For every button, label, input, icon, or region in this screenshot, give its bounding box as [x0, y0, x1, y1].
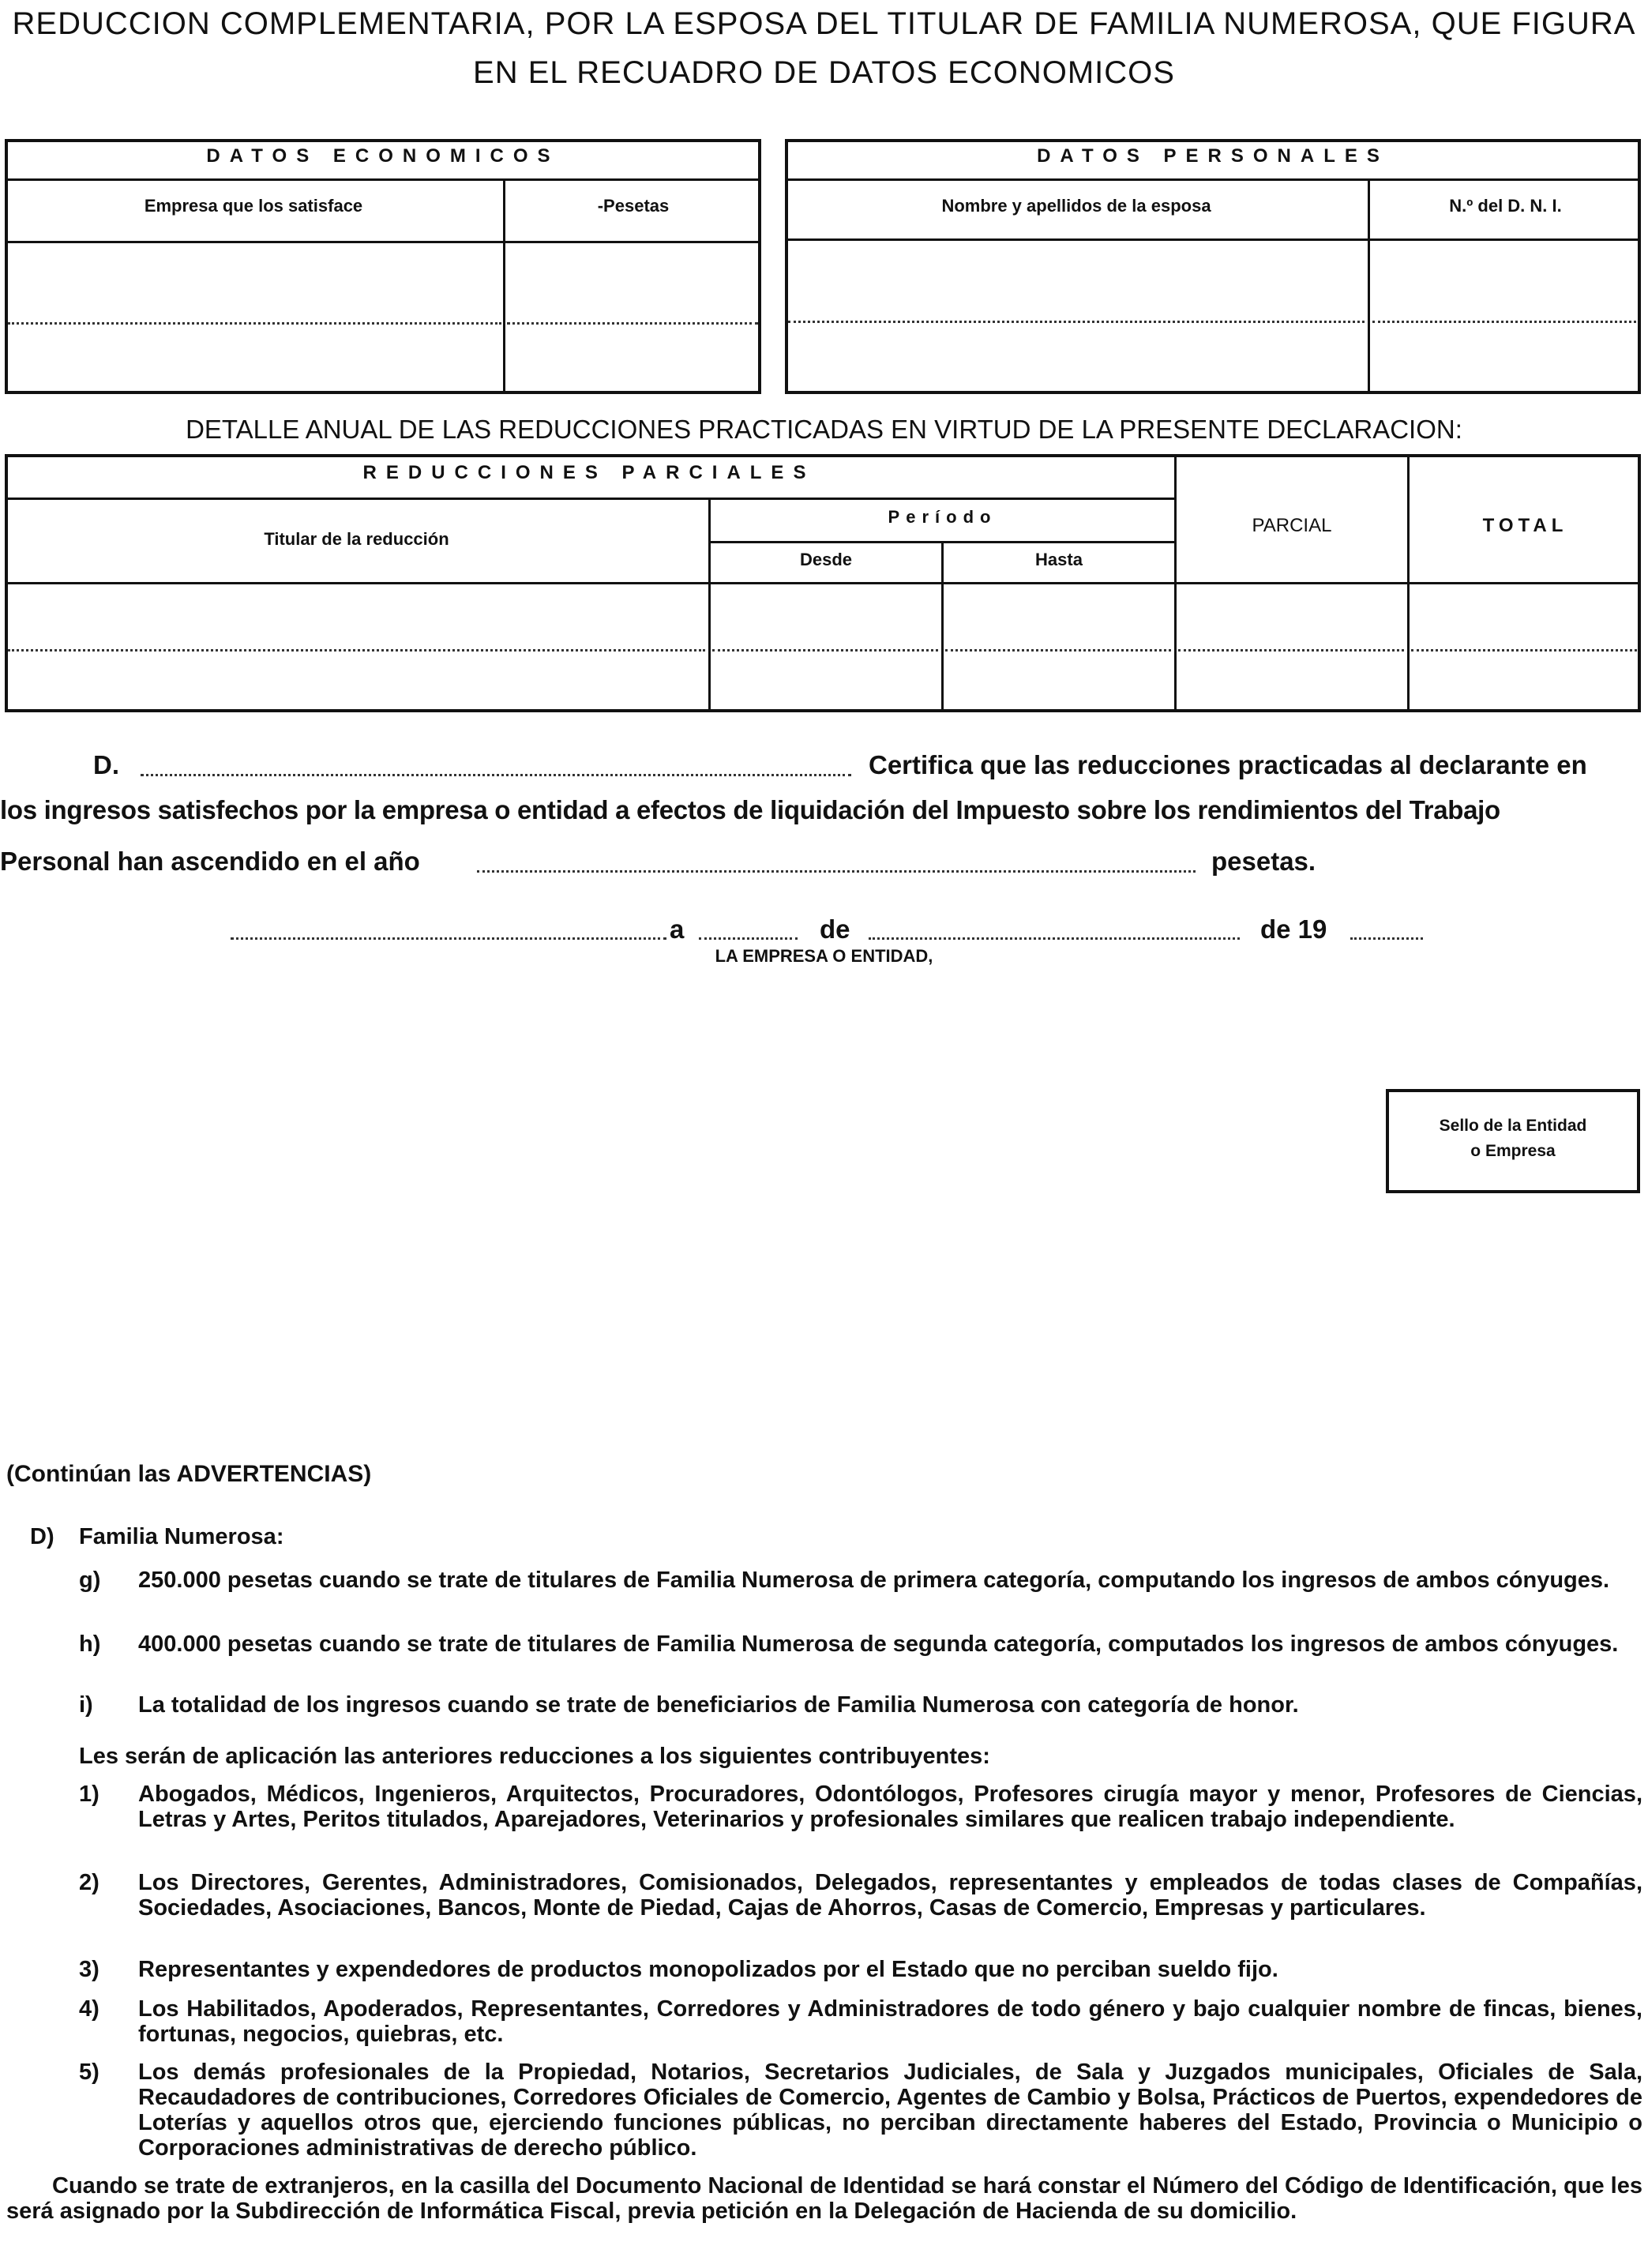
sello-line-2: o Empresa [1470, 1142, 1556, 1160]
list-item-4: 4) Los Habilitados, Apoderados, Representantes, Corredores y Administradores de todo género y bajo cualquier nombre de fincas, bienes, fortunas, negocios, quiebras, etc. [79, 1996, 1642, 2047]
nombre-entry-line[interactable] [788, 321, 1365, 323]
certificacion-line-3-start: Personal han ascendido en el año [0, 847, 420, 876]
ano-line[interactable] [1350, 937, 1423, 940]
hasta-entry-line[interactable] [945, 649, 1171, 651]
importe-line[interactable] [477, 870, 1196, 873]
datos-economicos-header: DATOS ECONOMICOS [206, 145, 560, 167]
advertencias-heading: (Continúan las ADVERTENCIAS) [6, 1461, 372, 1487]
list-item-g: g) 250.000 pesetas cuando se trate de titulares de Familia Numerosa de primera categoría, computando los ingresos de ambos cónyuges. [79, 1568, 1610, 1593]
datos-economicos-table [5, 139, 761, 394]
periodo-column-header: Período [888, 507, 997, 527]
dia-line[interactable] [699, 937, 798, 940]
mes-line[interactable] [869, 937, 1240, 940]
pesetas-entry-line[interactable] [507, 322, 758, 325]
list-item-h: h) 400.000 pesetas cuando se trate de titulares de Familia Numerosa de segunda categoría, computados los ingresos de ambos cónyuges. [79, 1632, 1619, 1657]
dni-entry-line[interactable] [1372, 321, 1636, 323]
section-d-label: D) [30, 1524, 54, 1549]
empresa-entry-line[interactable] [8, 322, 501, 325]
nombre-column-header: Nombre y apellidos de la esposa [941, 196, 1211, 216]
list-item-5: 5) Los demás profesionales de la Propiedad, Notarios, Secretarios Judiciales, de Sala y Juzgados municipales, Oficiales de Sala, Recaudadores de contribuciones, Corredores Oficiales de Comercio, Agentes de Cambio y Bolsa, Prácticos de Puertos, expendedores de Loterías y aquellos otros que, ejerciendo funciones públicas, no perciban directamente haberes del Estado, Provincia o Municipio o Corporaciones administrativas de derecho público. [79, 2060, 1642, 2161]
date-de-19-label: de 19 [1260, 914, 1327, 944]
sello-line-1: Sello de la Entidad [1439, 1117, 1587, 1135]
closing-paragraph: Cuando se trate de extranjeros, en la casilla del Documento Nacional de Identidad se hará constar el Número del Código de Identificación, que les será asignado por la Subdirección de Informática Fiscal, previa petición en la Delegación de Hacienda de su domicilio. [6, 2173, 1642, 2224]
date-de-label-1: de [820, 914, 850, 944]
desde-column-header: Desde [799, 550, 853, 569]
dni-column-header: N.º del D. N. I. [1449, 196, 1562, 216]
titular-column-header: Titular de la reducción [264, 529, 449, 549]
desde-entry-line[interactable] [712, 649, 938, 651]
hasta-column-header: Hasta [1035, 550, 1083, 569]
certifica-text: Certifica que las reducciones practicadas al declarante en [869, 750, 1587, 779]
datos-personales-header: DATOS PERSONALES [1037, 145, 1389, 167]
total-entry-line[interactable] [1411, 649, 1637, 651]
page-title-line-1: REDUCCION COMPLEMENTARIA, POR LA ESPOSA DEL TITULAR DE FAMILIA NUMEROSA, QUE FIGURA [12, 6, 1636, 41]
certificacion-d-label: D. [93, 750, 119, 779]
declarante-name-line[interactable] [141, 774, 851, 776]
empresa-column-header: Empresa que los satisface [144, 196, 363, 216]
total-column-header: TOTAL [1482, 515, 1568, 536]
parcial-column-header: PARCIAL [1252, 515, 1332, 536]
list-item-2: 2) Los Directores, Gerentes, Administradores, Comisionados, Delegados, representantes y empleados de todas clases de Compañías, Sociedades, Asociaciones, Bancos, Monte de Piedad, Cajas de Ahorros, Casas de Comercio, Empresas y particulares. [79, 1870, 1642, 1921]
pesetas-column-header: -Pesetas [597, 196, 670, 216]
list-item-1: 1) Abogados, Médicos, Ingenieros, Arquitectos, Procuradores, Odontólogos, Profesores cirugía mayor y menor, Profesores de Ciencias, Letras y Artes, Peritos titulados, Aparejadores, Veterinarios y profesionales similares que realicen trabajo independiente. [79, 1782, 1642, 1832]
lugar-line[interactable] [231, 937, 666, 940]
certificacion-line-3-end: pesetas. [1211, 847, 1316, 876]
certificacion-line-2: los ingresos satisfechos por la empresa o entidad a efectos de liquidación del Impuesto sobre los rendimientos del Trabajo [0, 795, 1500, 824]
list-item-3: 3) Representantes y expendedores de productos monopolizados por el Estado que no perciban sueldo fijo. [79, 1957, 1278, 1982]
datos-personales-table [785, 139, 1641, 394]
parcial-entry-line[interactable] [1178, 649, 1404, 651]
page-title-line-2: EN EL RECUADRO DE DATOS ECONOMICOS [473, 55, 1175, 90]
contribuyentes-intro: Les serán de aplicación las anteriores reducciones a los siguientes contribuyentes: [79, 1744, 990, 1769]
section-d-title: Familia Numerosa: [79, 1524, 284, 1549]
date-a-label: a [670, 914, 685, 944]
list-item-i: i) La totalidad de los ingresos cuando se trate de beneficiarios de Familia Numerosa con categoría de honor. [79, 1692, 1299, 1718]
detalle-heading: DETALLE ANUAL DE LAS REDUCCIONES PRACTICADAS EN VIRTUD DE LA PRESENTE DECLARACION: [186, 415, 1462, 444]
empresa-entidad-label: LA EMPRESA O ENTIDAD, [715, 946, 933, 966]
sello-box [1386, 1089, 1640, 1193]
titular-entry-line[interactable] [8, 649, 705, 651]
reducciones-parciales-header: REDUCCIONES PARCIALES [362, 462, 816, 483]
